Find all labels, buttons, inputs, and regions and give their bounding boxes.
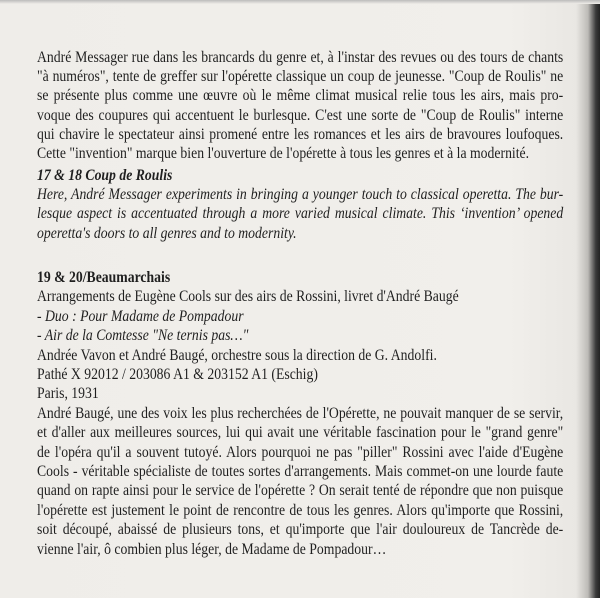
credit-line: Andrée Vavon et André Baugé, orchestre sous la direction de G. Andolfi. [37, 346, 437, 364]
text-line: de l'opéra qu'il a souvent tutoyé. Alors pourquoi ne pas "piller" Rossini avec l'aide d'Eugène [37, 443, 564, 461]
credit-line: Paris, 1931 [37, 385, 99, 403]
text-line: operetta's doors to all genres and to modernity. [37, 224, 297, 242]
section-heading: 19 & 20/Beaumarchais [37, 269, 171, 286]
credit-line: - Duo : Pour Madame de Pompadour [37, 307, 244, 325]
text-line: quand on rapte ainsi pour le service de l'opérette ? On serait tenté de répondre que non puisque [37, 482, 564, 500]
text-line: se présente plus comme une œuvre où le même climat musical relie tous les airs, mais pro- [37, 87, 564, 105]
text-line: vienne l'air, ô combien plus léger, de Madame de Pompadour… [37, 540, 387, 558]
section-19-20 [37, 268, 563, 559]
text-line: Cette "invention" marque bien l'ouverture de l'opérette à tous les genres et à la modernité. [37, 145, 530, 163]
text-line: lesque aspect is accentuated through a more varied musical climate. This ‘invention’ opened [37, 205, 564, 223]
credit-line: Arrangements de Eugène Cools sur des airs de Rossini, livret d'André Baugé [37, 288, 459, 306]
text-line: qui chavire le spectateur ainsi promené entre les romances et les airs de bravoures loufoques. [37, 125, 564, 143]
text-line: Here, André Messager experiments in bringing a younger touch to classical operetta. The bur- [37, 186, 564, 204]
text-line: André Baugé, une des voix les plus recherchées de l'Opérette, ne pouvait manquer de se servir, [37, 404, 564, 422]
text-line: Cools - véritable spécialiste de toutes sortes d'arrangements. Mais commet-on une lourde faute [37, 463, 564, 481]
page-top-edge [0, 0, 600, 4]
credit-line: - Air de la Comtesse "Ne ternis pas…" [37, 327, 249, 345]
text-line: voque des coupures qui accentuent le burlesque. C'est une sorte de "Coup de Roulis" interne [37, 106, 564, 124]
section-17-18 [37, 166, 563, 243]
credit-line: Pathé X 92012 / 203086 A1 & 203152 A1 (Eschig) [37, 366, 318, 384]
text-line: et d'aller aux meilleures sources, lui qui avait une véritable fascination pour le "grand genre" [37, 424, 564, 442]
text-line: l'opérette est justement le point de rencontre de tous les genres. Alors qu'importe que Rossini, [37, 501, 564, 519]
intro-paragraph [37, 48, 563, 163]
text-line: André Messager rue dans les brancards du genre et, à l'instar des revues ou des tours de chants [37, 49, 564, 66]
text-line: "à numéros", tente de greffer sur l'opérette classique un coup de jeunesse. "Coup de Roulis" ne [37, 68, 564, 86]
section-heading: 17 & 18 Coup de Roulis [37, 167, 173, 184]
text-line: soit découpé, abaissé de plusieurs tons, et qu'importe que l'air douloureux de Tancrède de- [37, 521, 564, 539]
